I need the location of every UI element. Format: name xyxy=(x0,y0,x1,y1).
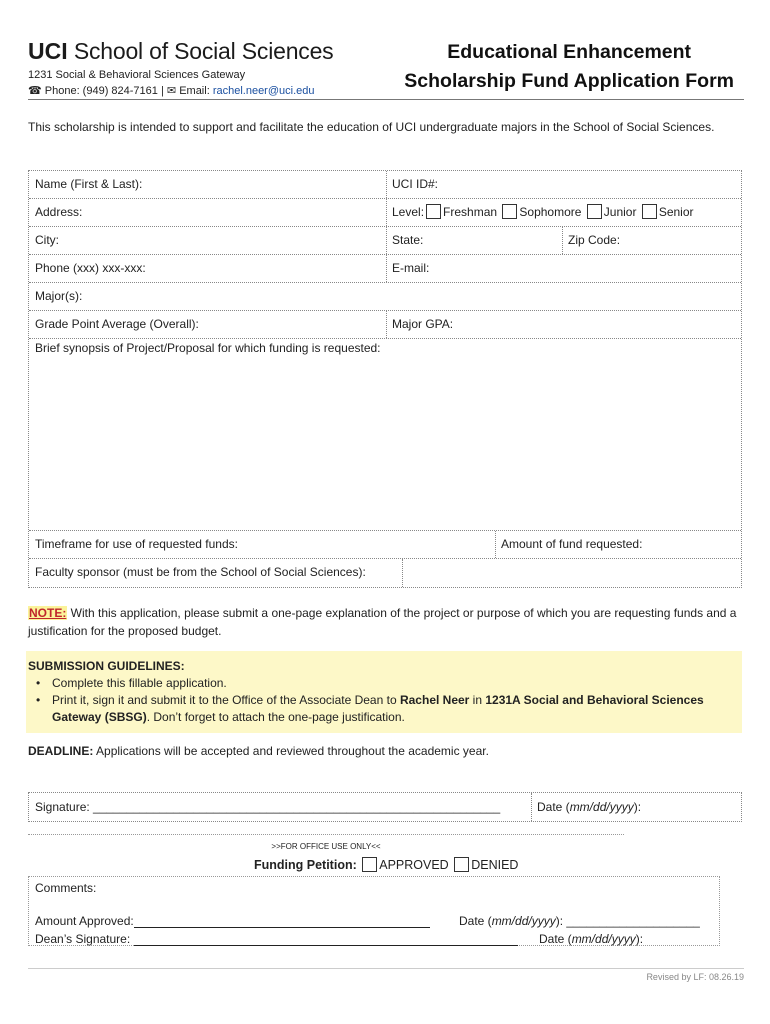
email-link[interactable]: rachel.neer@uci.edu xyxy=(212,85,315,97)
contact-line: ☎ Phone: (949) 824-7161 | ✉ Email: rachel.neer@uci.edu xyxy=(28,85,315,97)
faculty-sponsor-field[interactable]: Faculty sponsor (must be from the School of Social Sciences): xyxy=(35,565,366,579)
address-line: 1231 Social & Behavioral Sciences Gateway xyxy=(28,69,246,81)
note: NOTE: With this application, please submit a one-page explanation of the project or purpose of which you are requesting funds and a justification for the proposed budget. xyxy=(28,606,737,638)
level-group: Level: Freshman Sophomore Junior Senior xyxy=(392,205,694,219)
majors-row xyxy=(29,283,741,311)
synopsis-field[interactable]: Brief synopsis of Project/Proposal for which funding is requested: xyxy=(35,341,381,355)
deadline: DEADLINE: Applications will be accepted and reviewed throughout the academic year. xyxy=(28,744,489,758)
freshman-checkbox[interactable] xyxy=(426,204,441,219)
address-field[interactable]: Address: xyxy=(35,205,83,219)
gpa-row xyxy=(29,311,741,339)
sponsor-row xyxy=(29,559,741,587)
address-row xyxy=(29,199,741,227)
sophomore-checkbox[interactable] xyxy=(502,204,517,219)
junior-checkbox[interactable] xyxy=(587,204,602,219)
header xyxy=(28,38,744,100)
deans-date-field[interactable]: Date (mm/dd/yyyy): xyxy=(539,932,644,946)
note-tag: NOTE: xyxy=(29,606,67,620)
approval-date-field[interactable]: Date (mm/dd/yyyy): ____________________ xyxy=(459,914,700,928)
funding-petition: Funding Petition: APPROVED DENIED xyxy=(254,858,519,872)
name-field[interactable]: Name (First & Last): xyxy=(35,177,143,191)
amount-requested-field[interactable]: Amount of fund requested: xyxy=(501,537,643,551)
denied-checkbox[interactable] xyxy=(454,857,469,872)
comments-field[interactable]: Comments: xyxy=(35,881,97,895)
city-row xyxy=(29,227,741,255)
gpa-overall-field[interactable]: Grade Point Average (Overall): xyxy=(35,317,199,331)
phone-icon: ☎ xyxy=(28,85,42,97)
form-title: Educational Enhancement Scholarship Fund Application Form xyxy=(404,41,734,92)
approved-checkbox[interactable] xyxy=(362,857,377,872)
submission-guidelines xyxy=(26,651,742,733)
revision-footer: Revised by LF: 08.26.19 xyxy=(28,968,744,982)
majors-field[interactable]: Major(s): xyxy=(35,289,83,303)
senior-checkbox[interactable] xyxy=(642,204,657,219)
amount-approved-field[interactable]: Amount Approved: xyxy=(35,914,430,928)
fax-email-icon: ✉ xyxy=(166,85,177,97)
zip-field[interactable]: Zip Code: xyxy=(568,233,621,247)
timeframe-field[interactable]: Timeframe for use of requested funds: xyxy=(35,537,238,551)
office-use-header: >>FOR OFFICE USE ONLY<< xyxy=(28,834,624,851)
email-field[interactable]: E-mail: xyxy=(392,261,430,275)
timeframe-row xyxy=(29,531,741,559)
deans-signature-field[interactable]: Dean’s Signature: xyxy=(35,932,518,946)
synopsis-row xyxy=(29,339,741,531)
guidelines-title: SUBMISSION GUIDELINES: xyxy=(28,659,185,673)
applicant-info-table xyxy=(28,170,742,588)
guideline-item: • Complete this fillable application. xyxy=(28,675,742,692)
name-row xyxy=(29,171,741,199)
uci-logo: UCI School of Social Sciences xyxy=(28,38,334,64)
signature-date-field[interactable]: Date (mm/dd/yyyy): xyxy=(537,800,642,814)
major-gpa-field[interactable]: Major GPA: xyxy=(392,317,454,331)
intro-text: This scholarship is intended to support and facilitate the education of UCI undergraduate majors in the School of Social Sciences. xyxy=(28,120,715,134)
phone-row xyxy=(29,255,741,283)
office-use-box xyxy=(28,876,720,946)
signature-box xyxy=(28,792,742,822)
uci-id-field[interactable]: UCI ID#: xyxy=(392,177,439,191)
city-field[interactable]: City: xyxy=(35,233,59,247)
guideline-item: • Print it, sign it and submit it to the Office of the Associate Dean to Rachel Neer in 1231A Social and Behavioral Sciences Gateway (SBSG). Don’t forget to attach the one-page justification. xyxy=(28,692,742,726)
signature-field[interactable]: Signature: _____________________________________________________________ xyxy=(35,800,501,814)
phone-field[interactable]: Phone (xxx) xxx-xxx: xyxy=(35,261,146,275)
state-field[interactable]: State: xyxy=(392,233,424,247)
